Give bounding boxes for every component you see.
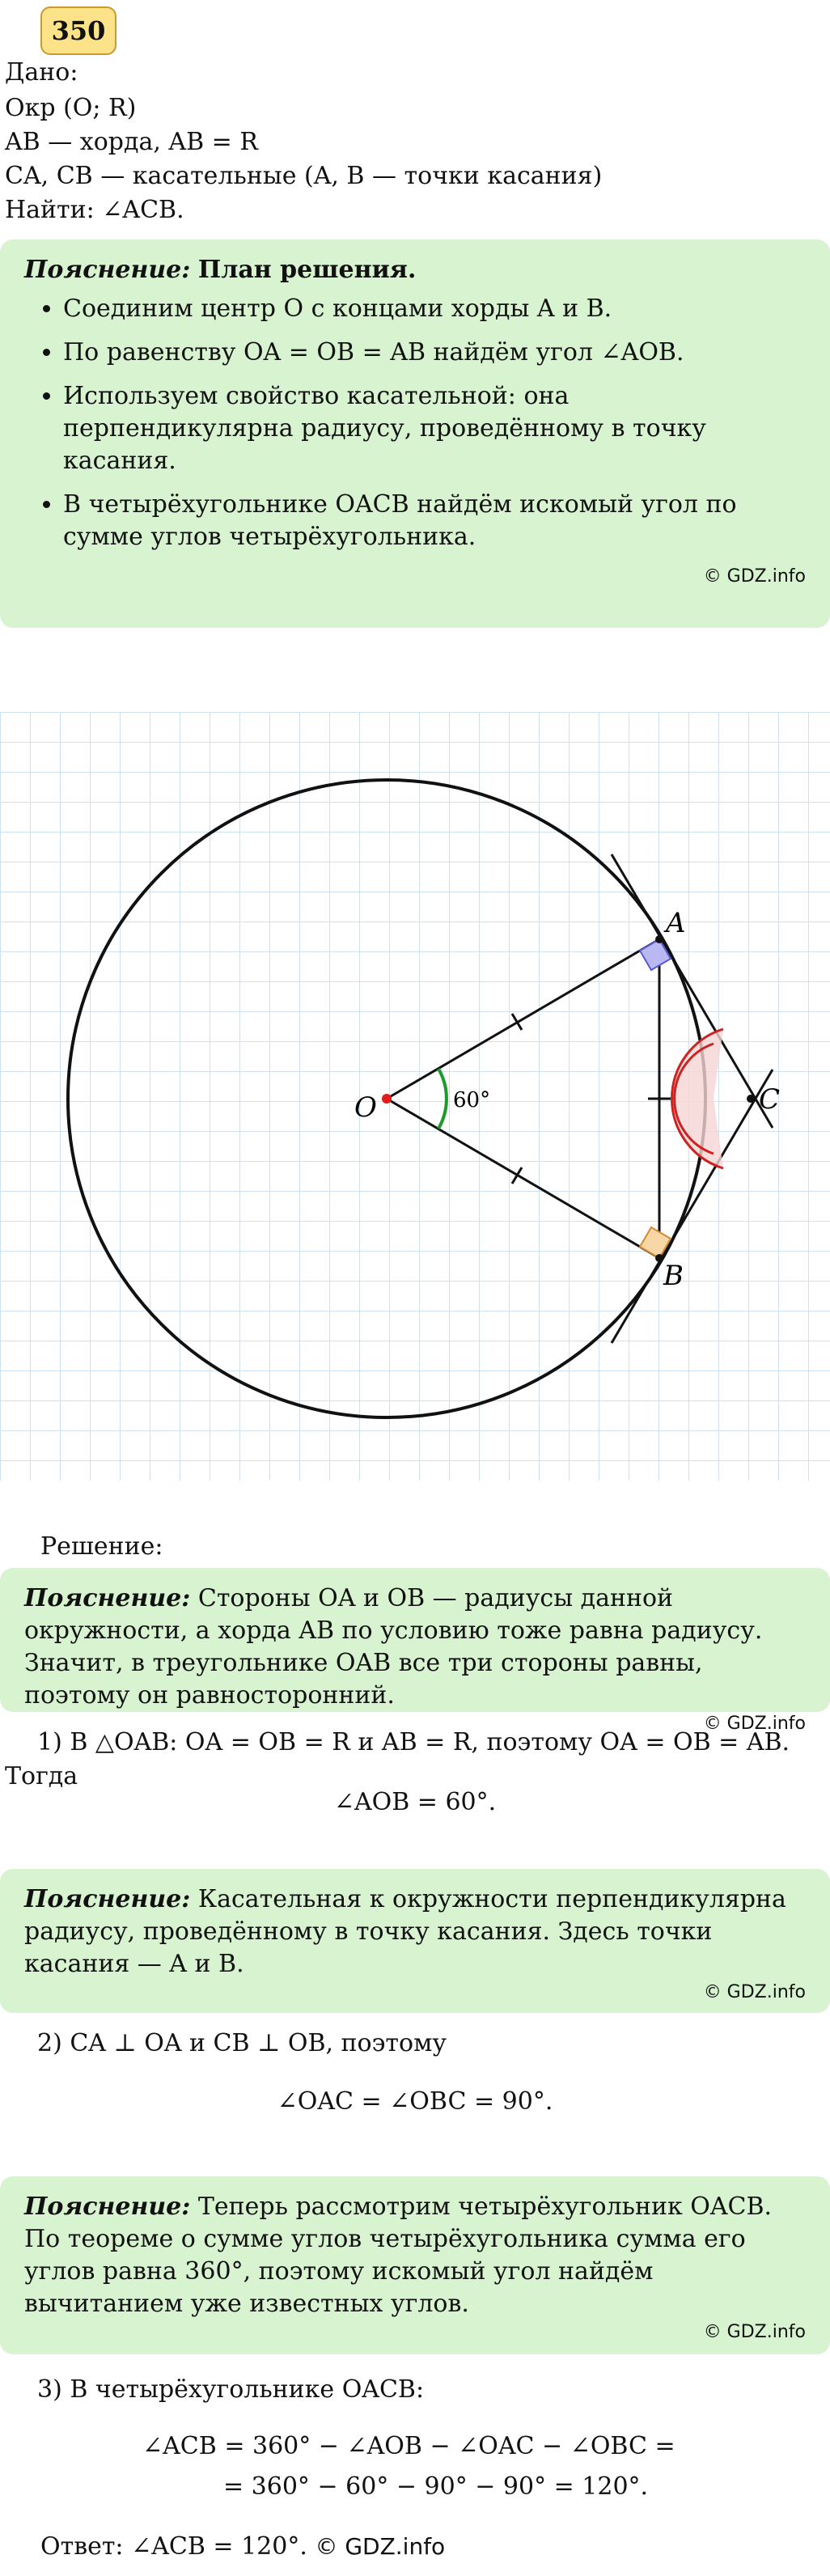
note2-text: Касательная к окружности перпендикулярна радиусу, проведённому в точку касания. Здесь точки касания — A и B.	[24, 1885, 786, 1978]
plan-item: • В четырёхугольнике OACB найдём искомый угол по сумме углов четырёхугольника.	[63, 489, 806, 553]
plan-copyright: © GDZ.info	[703, 566, 806, 587]
point-c	[747, 1095, 755, 1103]
answer-text: Ответ: ∠ACB = 120°.	[40, 2532, 307, 2561]
step2-equation: ∠OAC = ∠OBC = 90°.	[277, 2087, 553, 2116]
given-tangents: CA, CB — касательные (A, B — точки касания)	[5, 162, 603, 190]
note1-copyright: © GDZ.info	[703, 1714, 806, 1734]
task-number-badge: 350	[40, 6, 116, 55]
note1-text: Стороны OA и OB — радиусы данной окружности, а хорда AB по условию тоже равна радиусу. Значит, в треугольнике OAB все три стороны равны, поэтому он равносторонний.	[24, 1584, 763, 1710]
plan-item: • Используем свойство касательной: она перпендикулярна радиусу, проведённому в точку касания.	[63, 380, 806, 477]
note3-copyright: © GDZ.info	[703, 2322, 806, 2342]
plan-title: План решения.	[197, 256, 417, 284]
label-b: B	[663, 1260, 684, 1292]
step3-line: 3) В четырёхугольнике OACB:	[37, 2375, 425, 2404]
note1-label: Пояснение:	[24, 1584, 191, 1612]
solution-note-2	[0, 1869, 830, 2013]
plan-list	[24, 293, 806, 553]
solution-note-3	[0, 2176, 830, 2354]
note2-copyright: © GDZ.info	[703, 1982, 806, 2002]
solution-note-1	[0, 1568, 830, 1734]
geometry-figure	[0, 712, 830, 1481]
given-label: Дано:	[5, 58, 78, 87]
point-a	[655, 935, 663, 943]
answer-copyright: © GDZ.info	[315, 2533, 446, 2560]
plan-header	[24, 254, 806, 286]
label-o: O	[354, 1091, 377, 1124]
note3-text: Теперь рассмотрим четырёхугольник OACB. По теореме о сумме углов четырёхугольника сумма его углов равна 360°, поэтому искомый угол найдём вычитанием уже известных углов.	[24, 2193, 773, 2318]
step2-line: 2) CA ⊥ OA и CB ⊥ OB, поэтому	[37, 2029, 447, 2057]
note3-label: Пояснение:	[24, 2193, 191, 2221]
note2-label: Пояснение:	[24, 1885, 191, 1913]
plan-item: • Соединим центр O с концами хорды A и B.	[63, 293, 806, 325]
label-c: C	[759, 1083, 781, 1116]
step3-equation-1: ∠ACB = 360° − ∠AOB − ∠OAC − ∠OBC =	[142, 2432, 675, 2460]
given-chord: AB — хорда, AB = R	[5, 128, 258, 156]
step1-line: 1) В △OAB: OA = OB = R и AB = R, поэтому OA = OB = AB.	[37, 1728, 790, 1756]
plan-note	[0, 239, 830, 628]
answer	[40, 2532, 445, 2561]
step1-then: Тогда	[5, 1762, 78, 1790]
step1-equation: ∠AOB = 60°.	[333, 1788, 497, 1816]
step3-equation-2: = 360° − 60° − 90° − 90° = 120°.	[223, 2472, 649, 2501]
given-circle: Окр (O; R)	[5, 94, 137, 122]
label-a: A	[666, 907, 686, 939]
solution-label: Решение:	[40, 1532, 163, 1561]
plan-item: • По равенству OA = OB = AB найдём угол ∠AOB.	[63, 337, 806, 369]
given-find: Найти: ∠ACB.	[5, 196, 184, 224]
point-b	[655, 1254, 663, 1262]
plan-label: Пояснение:	[24, 256, 191, 284]
label-angle-60: 60°	[453, 1088, 491, 1112]
point-o	[382, 1094, 392, 1104]
